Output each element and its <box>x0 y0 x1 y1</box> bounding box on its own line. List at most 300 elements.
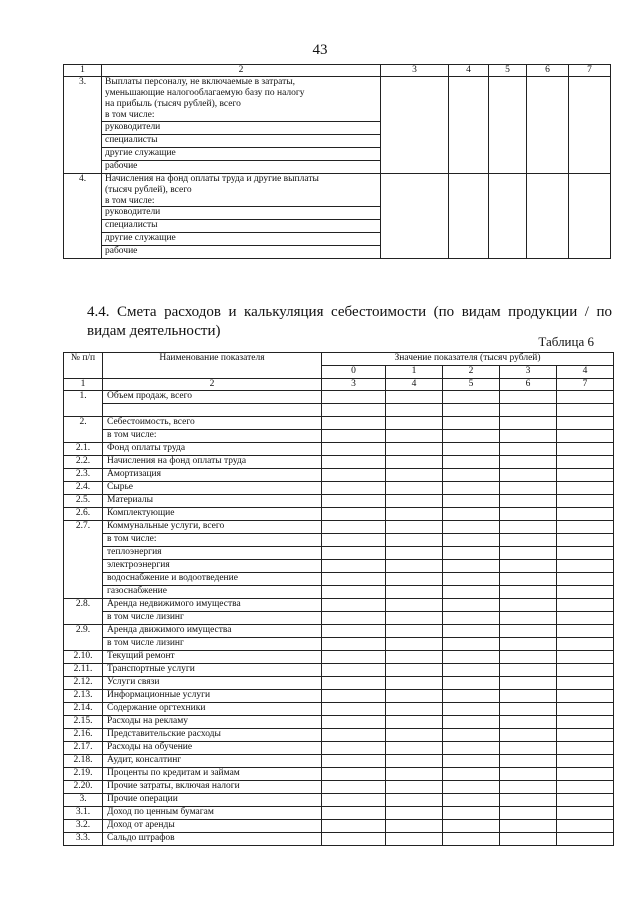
value-cell <box>500 599 557 612</box>
value-cell <box>443 547 500 560</box>
indicator-name-cell: Материалы <box>103 495 322 508</box>
table-label: Таблица 6 <box>538 334 594 349</box>
value-cell <box>500 716 557 729</box>
value-cell <box>386 495 443 508</box>
value-cell <box>322 534 386 547</box>
value-cell <box>443 755 500 768</box>
value-cell <box>443 391 500 404</box>
value-cell <box>322 742 386 755</box>
row-number-cell: 2.20. <box>64 781 103 794</box>
column-number-cell: 7 <box>569 65 611 77</box>
value-cell <box>443 742 500 755</box>
value-cell <box>557 391 614 404</box>
value-cell <box>322 755 386 768</box>
value-cell <box>500 482 557 495</box>
row-number-cell: 3.3. <box>64 833 103 846</box>
value-cell <box>557 443 614 456</box>
value-cell <box>443 807 500 820</box>
column-numbers-row <box>64 379 614 391</box>
table-row <box>64 547 614 560</box>
table-row <box>64 534 614 547</box>
table-row <box>64 77 611 122</box>
row-number-cell: 2.18. <box>64 755 103 768</box>
value-cell <box>443 820 500 833</box>
indicator-name-cell: Текущий ремонт <box>103 651 322 664</box>
value-cell <box>557 534 614 547</box>
row-number-cell: 2.10. <box>64 651 103 664</box>
value-cell <box>557 664 614 677</box>
value-cell <box>322 625 386 638</box>
table-row <box>64 573 614 586</box>
indicator-name-cell: водоснабжение и водоотведение <box>103 573 322 586</box>
value-cell <box>443 703 500 716</box>
value-cell <box>322 664 386 677</box>
value-cell <box>386 703 443 716</box>
indicator-name-cell: в том числе: <box>103 534 322 547</box>
value-cell <box>557 612 614 625</box>
value-cell <box>557 638 614 651</box>
value-cell <box>386 573 443 586</box>
value-cell <box>322 417 386 430</box>
value-cell <box>527 173 569 259</box>
value-cell <box>443 534 500 547</box>
table-row <box>64 677 614 690</box>
column-number-cell: 2 <box>103 379 322 391</box>
value-cell <box>443 664 500 677</box>
value-cell <box>500 404 557 417</box>
value-cell <box>443 768 500 781</box>
value-cell <box>569 77 611 174</box>
table-row <box>64 794 614 807</box>
value-cell <box>500 742 557 755</box>
personnel-payments-table <box>63 64 611 259</box>
value-cell <box>557 508 614 521</box>
value-cell <box>322 638 386 651</box>
value-cell <box>557 430 614 443</box>
table-row <box>64 443 614 456</box>
value-cell <box>557 690 614 703</box>
row-title-line: в том числе: <box>105 109 155 120</box>
period-cell: 0 <box>322 366 386 379</box>
value-cell <box>500 521 557 534</box>
table-row <box>64 612 614 625</box>
indicator-name-cell: Расходы на обучение <box>103 742 322 755</box>
row-item-cell: другие служащие <box>102 233 381 246</box>
value-cell <box>500 729 557 742</box>
table-row <box>64 469 614 482</box>
value-cell <box>322 781 386 794</box>
value-cell <box>527 77 569 174</box>
value-cell <box>443 833 500 846</box>
value-cell <box>569 173 611 259</box>
value-cell <box>500 417 557 430</box>
indicator-name-cell: газоснабжение <box>103 586 322 599</box>
row-number-cell: 3. <box>64 77 102 174</box>
indicator-name-cell: в том числе лизинг <box>103 638 322 651</box>
indicator-name-cell: Аудит, консалтинг <box>103 755 322 768</box>
value-cell <box>500 807 557 820</box>
value-cell <box>322 521 386 534</box>
table-row <box>64 173 611 207</box>
value-cell <box>386 547 443 560</box>
value-cell <box>443 690 500 703</box>
value-cell <box>557 742 614 755</box>
indicator-name-cell: теплоэнергия <box>103 547 322 560</box>
value-cell <box>443 586 500 599</box>
indicator-name-cell: Комплектующие <box>103 508 322 521</box>
value-cell <box>443 404 500 417</box>
table-row <box>64 599 614 612</box>
value-cell <box>443 560 500 573</box>
value-cell <box>386 794 443 807</box>
value-cell <box>557 469 614 482</box>
value-cell <box>386 716 443 729</box>
indicator-name-cell: Транспортные услуги <box>103 664 322 677</box>
row-item-cell: руководители <box>102 121 381 134</box>
value-cell <box>443 794 500 807</box>
row-number-cell: 2.19. <box>64 768 103 781</box>
row-item-cell: другие служащие <box>102 147 381 160</box>
value-cell <box>322 794 386 807</box>
value-cell <box>443 443 500 456</box>
column-number-cell: 5 <box>489 65 527 77</box>
value-cell <box>557 482 614 495</box>
value-cell <box>443 716 500 729</box>
table-row <box>64 417 614 430</box>
value-cell <box>557 417 614 430</box>
table-row <box>64 768 614 781</box>
value-cell <box>381 173 449 259</box>
table-row <box>64 820 614 833</box>
value-cell <box>386 625 443 638</box>
row-number-cell: 2. <box>64 417 103 443</box>
value-cell <box>386 729 443 742</box>
column-number-cell: 7 <box>557 379 614 391</box>
table-row <box>64 508 614 521</box>
value-cell <box>322 456 386 469</box>
row-title-line: Выплаты персоналу, не включаемые в затраты, <box>105 77 296 87</box>
value-cell <box>500 703 557 716</box>
value-cell <box>449 77 489 174</box>
indicator-name-cell: в том числе: <box>103 430 322 443</box>
row-number-cell: 2.4. <box>64 482 103 495</box>
value-cell <box>557 560 614 573</box>
value-cell <box>500 638 557 651</box>
value-cell <box>500 625 557 638</box>
indicator-name-cell: Услуги связи <box>103 677 322 690</box>
value-cell <box>386 586 443 599</box>
indicator-name-cell: Доход от аренды <box>103 820 322 833</box>
table-row <box>64 404 614 417</box>
row-number-cell: 2.11. <box>64 664 103 677</box>
value-cell <box>386 768 443 781</box>
table-row <box>64 625 614 638</box>
value-cell <box>500 781 557 794</box>
value-cell <box>386 430 443 443</box>
indicator-name-cell: Начисления на фонд оплаты труда <box>103 456 322 469</box>
period-cell: 3 <box>500 366 557 379</box>
indicator-name-cell: Объем продаж, всего <box>103 391 322 404</box>
value-cell <box>322 807 386 820</box>
table-row <box>64 430 614 443</box>
value-cell <box>557 625 614 638</box>
table-row <box>64 755 614 768</box>
value-cell <box>557 820 614 833</box>
value-cell <box>386 781 443 794</box>
value-cell <box>557 729 614 742</box>
row-number-cell: 2.13. <box>64 690 103 703</box>
indicator-name-cell: Себестоимость, всего <box>103 417 322 430</box>
value-cell <box>443 599 500 612</box>
value-cell <box>557 755 614 768</box>
value-cell <box>557 651 614 664</box>
indicator-name-cell: Содержание оргтехники <box>103 703 322 716</box>
column-number-cell: 3 <box>381 65 449 77</box>
value-cell <box>500 508 557 521</box>
row-number-cell: 2.1. <box>64 443 103 456</box>
value-cell <box>557 586 614 599</box>
value-cell <box>322 430 386 443</box>
column-number-cell: 3 <box>322 379 386 391</box>
value-cell <box>557 677 614 690</box>
value-cell <box>322 495 386 508</box>
value-cell <box>557 768 614 781</box>
value-cell <box>386 690 443 703</box>
value-cell <box>443 781 500 794</box>
value-cell <box>322 547 386 560</box>
value-cell <box>489 77 527 174</box>
table-header-row <box>64 65 611 77</box>
value-cell <box>500 612 557 625</box>
table-row <box>64 391 614 404</box>
row-item-cell: рабочие <box>102 246 381 259</box>
value-cell <box>386 443 443 456</box>
row-number-cell: 2.15. <box>64 716 103 729</box>
value-cell <box>322 469 386 482</box>
indicator-name-cell: Сальдо штрафов <box>103 833 322 846</box>
table-row <box>64 833 614 846</box>
row-title-line: на прибыль (тысяч рублей), всего <box>105 98 241 109</box>
value-cell <box>500 586 557 599</box>
value-cell <box>500 456 557 469</box>
indicator-name-cell: Расходы на рекламу <box>103 716 322 729</box>
value-cell <box>322 716 386 729</box>
value-cell <box>443 495 500 508</box>
row-number-cell: 2.6. <box>64 508 103 521</box>
column-number-cell: 2 <box>102 65 381 77</box>
row-number-cell: 2.16. <box>64 729 103 742</box>
value-cell <box>500 443 557 456</box>
value-cell <box>443 729 500 742</box>
table-row <box>64 807 614 820</box>
period-cell: 1 <box>386 366 443 379</box>
value-cell <box>386 755 443 768</box>
row-number-cell: 2.8. <box>64 599 103 625</box>
indicator-name-cell: Фонд оплаты труда <box>103 443 322 456</box>
indicator-name-cell: Прочие затраты, включая налоги <box>103 781 322 794</box>
indicator-name-cell: Прочие операции <box>103 794 322 807</box>
value-cell <box>557 521 614 534</box>
value-cell <box>500 560 557 573</box>
row-title-line: уменьшающие налогооблагаемую базу по налогу <box>105 87 305 98</box>
row-number-cell: 2.2. <box>64 456 103 469</box>
header-value-cell: Значение показателя (тысяч рублей) <box>322 353 614 366</box>
value-cell <box>557 703 614 716</box>
indicator-name-cell: Сырье <box>103 482 322 495</box>
value-cell <box>500 768 557 781</box>
table-row <box>64 690 614 703</box>
value-cell <box>386 521 443 534</box>
indicator-name-cell: электроэнергия <box>103 560 322 573</box>
row-item-cell: руководители <box>102 207 381 220</box>
value-cell <box>386 417 443 430</box>
row-number-cell: 2.12. <box>64 677 103 690</box>
value-cell <box>557 716 614 729</box>
value-cell <box>322 703 386 716</box>
table-header-row <box>64 353 614 366</box>
header-name-cell: Наименование показателя <box>103 353 322 379</box>
value-cell <box>443 482 500 495</box>
value-cell <box>557 547 614 560</box>
value-cell <box>443 456 500 469</box>
value-cell <box>386 664 443 677</box>
value-cell <box>386 404 443 417</box>
indicator-name-cell: Представительские расходы <box>103 729 322 742</box>
value-cell <box>386 534 443 547</box>
value-cell <box>443 651 500 664</box>
value-cell <box>386 456 443 469</box>
value-cell <box>381 77 449 174</box>
value-cell <box>322 573 386 586</box>
value-cell <box>322 768 386 781</box>
value-cell <box>386 482 443 495</box>
value-cell <box>322 404 386 417</box>
row-number-cell: 3.1. <box>64 807 103 820</box>
value-cell <box>322 599 386 612</box>
value-cell <box>386 391 443 404</box>
value-cell <box>386 612 443 625</box>
column-number-cell: 5 <box>443 379 500 391</box>
indicator-name-cell: в том числе лизинг <box>103 612 322 625</box>
table-row <box>64 781 614 794</box>
row-title-line: Начисления на фонд оплаты труда и другие выплаты <box>105 173 319 184</box>
value-cell <box>500 820 557 833</box>
period-cell: 4 <box>557 366 614 379</box>
value-cell <box>443 625 500 638</box>
row-number-cell: 3.2. <box>64 820 103 833</box>
indicator-name-cell: Доход по ценным бумагам <box>103 807 322 820</box>
row-item-cell: специалисты <box>102 220 381 233</box>
value-cell <box>557 807 614 820</box>
page-number: 43 <box>312 42 328 58</box>
value-cell <box>500 651 557 664</box>
value-cell <box>386 807 443 820</box>
row-number-cell: 2.7. <box>64 521 103 599</box>
column-number-cell: 6 <box>527 65 569 77</box>
value-cell <box>322 443 386 456</box>
column-number-cell: 4 <box>386 379 443 391</box>
row-number-cell: 2.5. <box>64 495 103 508</box>
header-num-cell: № п/п <box>64 353 103 379</box>
row-number-cell: 1. <box>64 391 103 417</box>
row-title-cell <box>102 77 381 122</box>
row-number-cell: 2.3. <box>64 469 103 482</box>
value-cell <box>322 612 386 625</box>
row-number-cell: 2.14. <box>64 703 103 716</box>
value-cell <box>500 794 557 807</box>
value-cell <box>322 586 386 599</box>
value-cell <box>500 664 557 677</box>
column-number-cell: 4 <box>449 65 489 77</box>
value-cell <box>557 495 614 508</box>
section-heading: 4.4. Смета расходов и калькуляция себестоимости (по видам продукции / по видам деятельности) <box>87 304 612 339</box>
column-number-cell: 1 <box>64 379 103 391</box>
row-number-cell: 3. <box>64 794 103 807</box>
table-row <box>64 586 614 599</box>
value-cell <box>557 573 614 586</box>
period-cell: 2 <box>443 366 500 379</box>
value-cell <box>443 417 500 430</box>
value-cell <box>500 469 557 482</box>
value-cell <box>557 599 614 612</box>
row-item-cell: рабочие <box>102 160 381 173</box>
indicator-name-cell <box>103 404 322 417</box>
table-row <box>64 456 614 469</box>
value-cell <box>443 430 500 443</box>
table-row <box>64 703 614 716</box>
value-cell <box>443 508 500 521</box>
value-cell <box>322 729 386 742</box>
value-cell <box>500 755 557 768</box>
column-number-cell: 1 <box>64 65 102 77</box>
table-row <box>64 729 614 742</box>
value-cell <box>322 651 386 664</box>
indicator-name-cell: Аренда недвижимого имущества <box>103 599 322 612</box>
cost-estimate-table <box>63 352 614 846</box>
table-row <box>64 638 614 651</box>
value-cell <box>322 560 386 573</box>
row-title-line: в том числе: <box>105 195 155 206</box>
value-cell <box>386 677 443 690</box>
value-cell <box>557 404 614 417</box>
value-cell <box>449 173 489 259</box>
indicator-name-cell: Проценты по кредитам и займам <box>103 768 322 781</box>
value-cell <box>386 820 443 833</box>
value-cell <box>557 794 614 807</box>
value-cell <box>443 677 500 690</box>
value-cell <box>443 638 500 651</box>
value-cell <box>386 638 443 651</box>
value-cell <box>386 742 443 755</box>
value-cell <box>386 599 443 612</box>
row-number-cell: 2.17. <box>64 742 103 755</box>
value-cell <box>322 508 386 521</box>
value-cell <box>322 820 386 833</box>
value-cell <box>443 573 500 586</box>
value-cell <box>500 677 557 690</box>
value-cell <box>322 391 386 404</box>
value-cell <box>500 430 557 443</box>
row-number-cell: 2.9. <box>64 625 103 651</box>
value-cell <box>500 690 557 703</box>
row-item-cell: специалисты <box>102 134 381 147</box>
value-cell <box>322 690 386 703</box>
value-cell <box>500 547 557 560</box>
value-cell <box>322 833 386 846</box>
indicator-name-cell: Информационные услуги <box>103 690 322 703</box>
value-cell <box>557 456 614 469</box>
table-row <box>64 742 614 755</box>
